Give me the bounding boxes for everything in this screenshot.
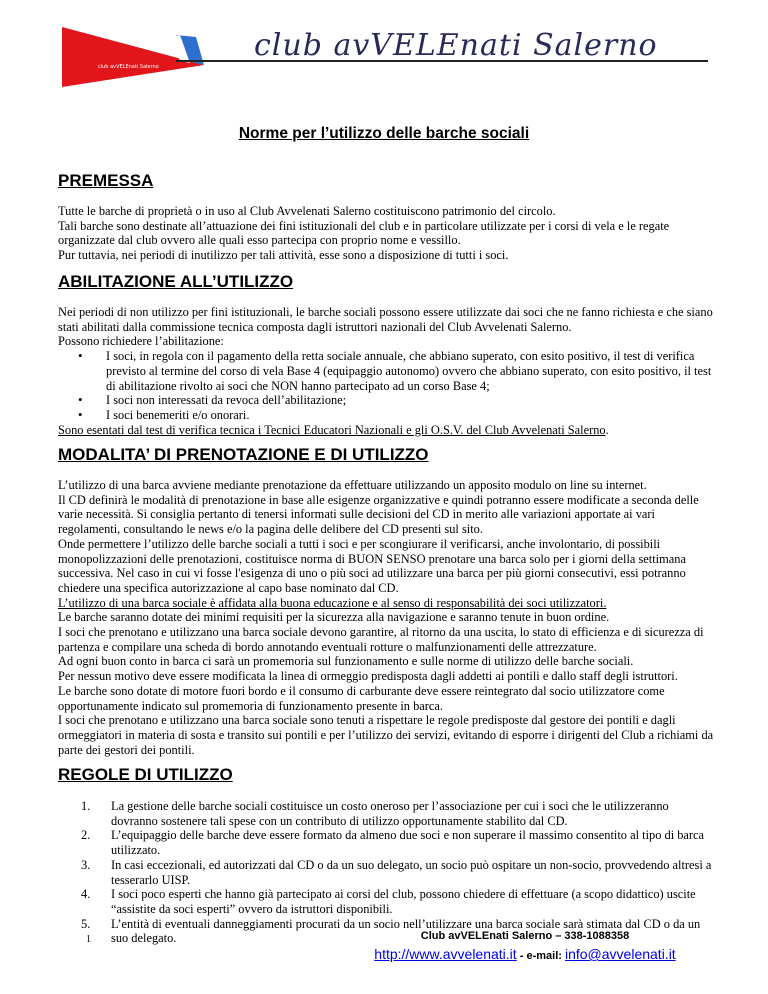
abilitazione-body — [58, 305, 718, 437]
modalita-paragraph: Le barche sono dotate di motore fuori bordo e il consumo di carburante deve essere reintegrato dal socio utilizzatore come opportunamente indicato sul promemoria di funzionamento presente in barca. — [58, 683, 665, 713]
list-item: • I soci non interessati da revoca dell’abilitazione; — [58, 393, 718, 408]
premessa-line: Pur tuttavia, nei periodi di inutilizzo per tali attività, esse sono a disposizione di tutti i soci. — [58, 248, 509, 263]
logo-text: club avVELEnati Salerno — [98, 64, 159, 70]
modalita-paragraph: I soci che prenotano e utilizzano una barca sociale sono tenuti a rispettare le regole predisposte dal gestore dei pontili e dagli ormeggiatori in materia di sosta e transito sui pontili e per l’utilizzo dei servizi, evitando di esporre i dirigenti del Club a richiami da parte dei gestori dei pontili. — [58, 713, 714, 757]
footer-contact: Club avVELEnati Salerno – 338-1088358 — [420, 930, 630, 942]
item-number: 5. — [81, 916, 91, 931]
modalita-paragraph: Ad ogni buon conto in barca ci sarà un promemoria sul funzionamento e sulle norme di utilizzo delle barche sociali. — [58, 654, 634, 669]
abilitazione-intro: Nei periodi di non utilizzo per fini istituzionali, le barche sociali possono essere utilizzate dai soci che ne fanno richiesta e che siano stati abilitati dalla commissione tecnica composta dagli istruttori nazionali del Club Avvelenati Salerno. — [58, 305, 713, 334]
item-number: 1. — [81, 799, 91, 813]
section-title-abilitazione: ABILITAZIONE ALL’UTILIZZO — [58, 272, 294, 291]
item-text: I soci poco esperti che hanno già partecipato ai corsi del club, possono chiedere di effettuare (a scopo didattico) uscite “assistite da soci esperti” ovvero da istruttori disponibili. — [111, 887, 696, 916]
section-title-regole: REGOLE DI UTILIZZO — [58, 765, 233, 784]
modalita-paragraph: I soci che prenotano e utilizzano una barca sociale devono garantire, al ritorno da una uscita, lo stato di efficienza e di sicurezza di partenza e compilare una scheda di bordo annotando eventuali rotture o malfunzionamenti delle attrezzature. — [58, 625, 704, 654]
modalita-paragraph: Onde permettere l’utilizzo delle barche sociali a tutti i soci e per scongiurare il verificarsi, anche involontario, di possibili monopolizzazioni delle prenotazioni, costituisce norma di BUON SENSO prenotare una barca solo per i giorni della settimana successiva. Nel caso in cui vi fosse l'esigenza di uno o più soci ad utilizzare una barca per più giorni consecutivi, essi potranno chiedere una specifica autorizzazione al capo base nominato dal CD. — [58, 536, 686, 595]
document-title: Norme per l’utilizzo delle barche sociali — [238, 125, 530, 142]
page-footer — [330, 930, 720, 962]
premessa-line: Tali barche sono destinate all’attuazione dei fini istituzionali del club e in particolare utilizzate per i corsi di vela e le regate organizzate dal club ovvero alle quali esso partecipa con proprio nome e vessillo. — [58, 218, 670, 248]
abilitazione-intro: Possono richiedere l’abilitazione: — [58, 334, 224, 349]
email-link[interactable]: info@avvelenati.it — [564, 946, 676, 962]
section-title-premessa: PREMESSA — [58, 171, 154, 190]
list-item — [58, 887, 718, 916]
modalita-paragraph: L’utilizzo di una barca sociale è affidata alla buona educazione e al senso di responsabilità dei soci utilizzatori. — [58, 595, 607, 610]
premessa-line: Tutte le barche di proprietà o in uso al Club Avvelenati Salerno costituiscono patrimonio del circolo. — [58, 204, 556, 218]
modalita-paragraph: Le barche saranno dotate dei minimi requisiti per la sicurezza alla navigazione e saranno tenute in buon ordine. — [58, 610, 610, 625]
modalita-paragraph: Il CD definirà le modalità di prenotazione in base alle esigenze organizzative e quindi potranno essere modificate a seconda delle varie necessità. Si consiglia pertanto di tenersi informati sulle decisioni del CD in merito alle variazioni apportate ai vari regolamenti, consultando le news e/o la pagina delle delibere del CD presenti sul sito. — [58, 492, 699, 537]
item-text: L’equipaggio delle barche deve essere formato da almeno due soci e non superare il massimo consentito al tipo di barca utilizzato. — [111, 828, 705, 858]
list-item — [58, 858, 718, 887]
list-item: • I soci, in regola con il pagamento della retta sociale annuale, che abbiano superato, con esito positivo, il test di verifica previsto al termine del corso di vela Base 4 (equipaggio autonomo) ovvero che abbiano superato, con esito positivo, il test di abilitazione rivolto ai soci che NON hanno partecipato ad un corso Base 4; — [58, 349, 718, 393]
email-label: - e-mail: — [516, 950, 565, 962]
regole-body — [58, 799, 718, 946]
item-text: In casi eccezionali, ed autorizzati dal CD o da un suo delegato, un socio può ospitare un non-socio, provvedendo altresì a tesserarlo UISP. — [111, 857, 712, 887]
page-number: 1 — [86, 934, 91, 945]
item-number: 2. — [81, 828, 91, 843]
item-number: 4. — [81, 887, 91, 902]
section-title-modalita: MODALITA’ DI PRENOTAZIONE E DI UTILIZZO — [58, 445, 429, 464]
modalita-paragraph: L’utilizzo di una barca avviene mediante prenotazione da effettuare utilizzando un apposito modulo on line su internet. — [58, 478, 647, 492]
header-title: club avVELEnati Salerno — [254, 28, 658, 63]
page-header — [58, 22, 708, 92]
item-text: La gestione delle barche sociali costituisce un costo oneroso per l’associazione per cui i soci che le utilizzeranno dovranno sostenere tali spese con un contributo di utilizzo opportunamente stabilito dal CD. — [111, 799, 669, 828]
footer-links — [330, 946, 720, 962]
modalita-paragraph: Per nessun motivo deve essere modificata la linea di ormeggio predisposta dagli addetti ai pontili e dallo staff degli istruttori. — [58, 669, 678, 684]
club-logo — [58, 25, 206, 87]
abilitazione-note: Sono esentati dal test di verifica tecnica i Tecnici Educatori Nazionali e gli O.S.V. del Club Avvelenati Salerno. — [58, 422, 609, 437]
list-item — [58, 828, 718, 857]
premessa-body — [58, 204, 718, 263]
list-item — [58, 799, 718, 828]
modalita-body — [58, 478, 718, 757]
abilitazione-note-text: Sono esentati dal test di verifica tecnica i Tecnici Educatori Nazionali e gli O.S.V. del Club Avvelenati Salerno — [58, 422, 606, 437]
website-link[interactable]: http://www.avvelenati.it — [374, 946, 517, 962]
item-number: 3. — [81, 857, 91, 872]
abilitazione-list — [58, 349, 718, 423]
item-text: L’entità di eventuali danneggiamenti procurati da un socio nell’utilizzare una barca sociale sarà stimata dal CD o da un suo delegato. — [111, 916, 701, 946]
list-item: • I soci benemeriti e/o onorari. — [58, 408, 718, 423]
regole-list — [58, 799, 718, 946]
